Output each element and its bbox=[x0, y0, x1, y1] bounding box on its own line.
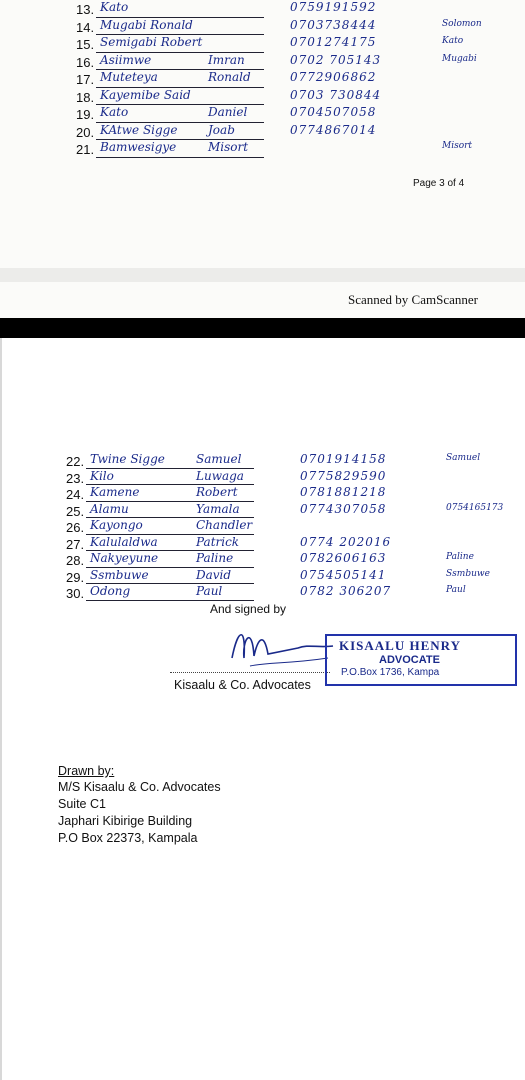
entry-phone: 0703 730844 bbox=[290, 87, 382, 102]
entry-phone: 0702 705143 bbox=[290, 52, 382, 67]
entry-name: Bamwesigye bbox=[100, 140, 177, 154]
row-number: 13. bbox=[76, 2, 95, 17]
entry-phone: 0774867014 bbox=[290, 122, 377, 137]
row-number: 15. bbox=[76, 37, 95, 52]
stamp-name: KISAALU HENRY bbox=[339, 638, 461, 653]
camscanner-watermark: Scanned by CamScanner bbox=[348, 292, 478, 307]
entry-name: Kato bbox=[100, 0, 129, 14]
entry-name: Asiimwe bbox=[100, 52, 152, 67]
entry-surname: Daniel bbox=[208, 105, 248, 119]
entry-phone: 0754505141 bbox=[300, 567, 387, 582]
row-number: 20. bbox=[76, 124, 95, 140]
entry-surname: Samuel bbox=[196, 452, 242, 466]
row-number: 26. bbox=[66, 520, 85, 535]
entry-surname: Paline bbox=[196, 551, 234, 565]
signed-by-label: And signed by bbox=[210, 602, 287, 616]
entry-signature: Paul bbox=[446, 585, 466, 595]
entry-name: Semigabi Robert bbox=[100, 35, 203, 49]
signature-row bbox=[0, 2, 525, 20]
entry-name: Kilo bbox=[90, 468, 114, 483]
signature-row bbox=[0, 501, 525, 521]
entry-phone: 0701914158 bbox=[300, 452, 387, 466]
signature-row bbox=[0, 520, 525, 537]
signature-dotted-line bbox=[170, 672, 330, 674]
signature-row bbox=[0, 17, 525, 38]
row-number: 18. bbox=[76, 89, 95, 105]
row-number: 21. bbox=[76, 142, 95, 157]
entry-signature: Ssmbuwe bbox=[446, 568, 490, 579]
entry-surname: Joab bbox=[208, 122, 235, 137]
entry-underline bbox=[86, 600, 254, 601]
entry-phone: 0701274175 bbox=[290, 35, 377, 49]
entry-surname: Robert bbox=[196, 485, 238, 499]
stamp-box: P.O.Box 1736, Kampa bbox=[341, 667, 440, 678]
signature-row bbox=[0, 567, 525, 587]
entry-signature: Solomon bbox=[442, 18, 482, 29]
entry-surname: Imran bbox=[208, 52, 245, 67]
entry-name: Odong bbox=[90, 584, 131, 598]
entry-name: Nakyeyune bbox=[90, 551, 159, 565]
entry-name: Mugabi Ronald bbox=[100, 17, 193, 32]
entry-signature: Kato bbox=[442, 36, 464, 46]
advocate-signature bbox=[228, 618, 338, 673]
entry-name: Kalulaldwa bbox=[90, 534, 158, 549]
entry-name: Kamene bbox=[90, 485, 140, 499]
drawn-by-label: Drawn by: bbox=[58, 764, 115, 778]
entry-surname: Paul bbox=[196, 584, 223, 598]
row-number: 16. bbox=[76, 54, 95, 70]
page-number: Page 3 of 4 bbox=[413, 178, 465, 189]
scanned-page-4 bbox=[0, 338, 525, 1080]
entry-surname: Ronald bbox=[208, 70, 251, 84]
signature-row bbox=[0, 107, 525, 125]
entry-name: Kayemibe Said bbox=[100, 87, 191, 102]
page-separator bbox=[0, 318, 525, 338]
entry-signature: Samuel bbox=[446, 453, 481, 463]
signature-row bbox=[0, 37, 525, 55]
signature-row bbox=[0, 52, 525, 73]
entry-surname: Yamala bbox=[196, 501, 240, 516]
signature-row bbox=[0, 72, 525, 90]
entry-phone: 0775829590 bbox=[300, 468, 387, 483]
entry-phone: 0782606163 bbox=[300, 551, 387, 565]
entry-surname: David bbox=[196, 567, 232, 582]
entry-signature: 0754165173 bbox=[446, 502, 504, 513]
entry-signature: Mugabi bbox=[442, 53, 477, 64]
signature-row bbox=[0, 468, 525, 488]
entry-signature: Misort bbox=[442, 141, 473, 151]
row-number: 19. bbox=[76, 107, 95, 122]
row-number: 25. bbox=[66, 503, 85, 519]
signature-row bbox=[0, 487, 525, 504]
left-scan-edge bbox=[0, 338, 2, 1080]
entry-name: Kato bbox=[100, 105, 129, 119]
entry-underline bbox=[96, 157, 264, 158]
entry-phone: 0703738444 bbox=[290, 17, 377, 32]
entry-phone: 0759191592 bbox=[290, 0, 377, 14]
row-number: 23. bbox=[66, 470, 85, 486]
entry-surname: Misort bbox=[208, 140, 249, 154]
entry-surname: Chandler bbox=[196, 518, 253, 532]
row-number: 14. bbox=[76, 19, 95, 35]
signature-row bbox=[0, 534, 525, 554]
row-number: 28. bbox=[66, 553, 85, 568]
scan-edge bbox=[0, 268, 525, 282]
row-number: 22. bbox=[66, 454, 85, 469]
row-number: 30. bbox=[66, 586, 85, 601]
firm-name: Kisaalu & Co. Advocates bbox=[174, 678, 311, 692]
entry-phone: 0772906862 bbox=[290, 70, 377, 84]
row-number: 24. bbox=[66, 487, 85, 502]
entry-phone: 0781881218 bbox=[300, 485, 387, 499]
drawn-by-line: P.O Box 22373, Kampala bbox=[58, 831, 198, 845]
row-number: 29. bbox=[66, 569, 85, 585]
entry-phone: 0774 202016 bbox=[300, 534, 392, 549]
advocate-stamp bbox=[325, 634, 517, 686]
drawn-by-line: Suite C1 bbox=[58, 797, 106, 811]
signature-row bbox=[0, 142, 525, 160]
drawn-by-line: Japhari Kibirige Building bbox=[58, 814, 193, 828]
entry-name: Ssmbuwe bbox=[90, 567, 149, 582]
scanned-page-3 bbox=[0, 0, 525, 318]
row-number: 27. bbox=[66, 536, 85, 552]
entry-phone: 0774307058 bbox=[300, 501, 387, 516]
row-number: 17. bbox=[76, 72, 95, 87]
drawn-by-line: M/S Kisaalu & Co. Advocates bbox=[58, 780, 221, 794]
entry-phone: 0704507058 bbox=[290, 105, 377, 119]
entry-name: Alamu bbox=[90, 501, 129, 516]
signature-row bbox=[0, 586, 525, 603]
entry-name: KAtwe Sigge bbox=[100, 122, 178, 137]
entry-surname: Luwaga bbox=[196, 468, 244, 483]
entry-signature: Paline bbox=[446, 552, 474, 562]
entry-phone: 0782 306207 bbox=[300, 584, 392, 598]
signature-row bbox=[0, 454, 525, 471]
entry-surname: Patrick bbox=[196, 534, 240, 549]
entry-name: Twine Sigge bbox=[90, 452, 165, 466]
entry-name: Muteteya bbox=[100, 70, 158, 84]
signature-row bbox=[0, 122, 525, 143]
entry-name: Kayongo bbox=[90, 518, 143, 532]
stamp-title: ADVOCATE bbox=[379, 654, 440, 666]
signature-row bbox=[0, 87, 525, 108]
signature-row bbox=[0, 553, 525, 570]
